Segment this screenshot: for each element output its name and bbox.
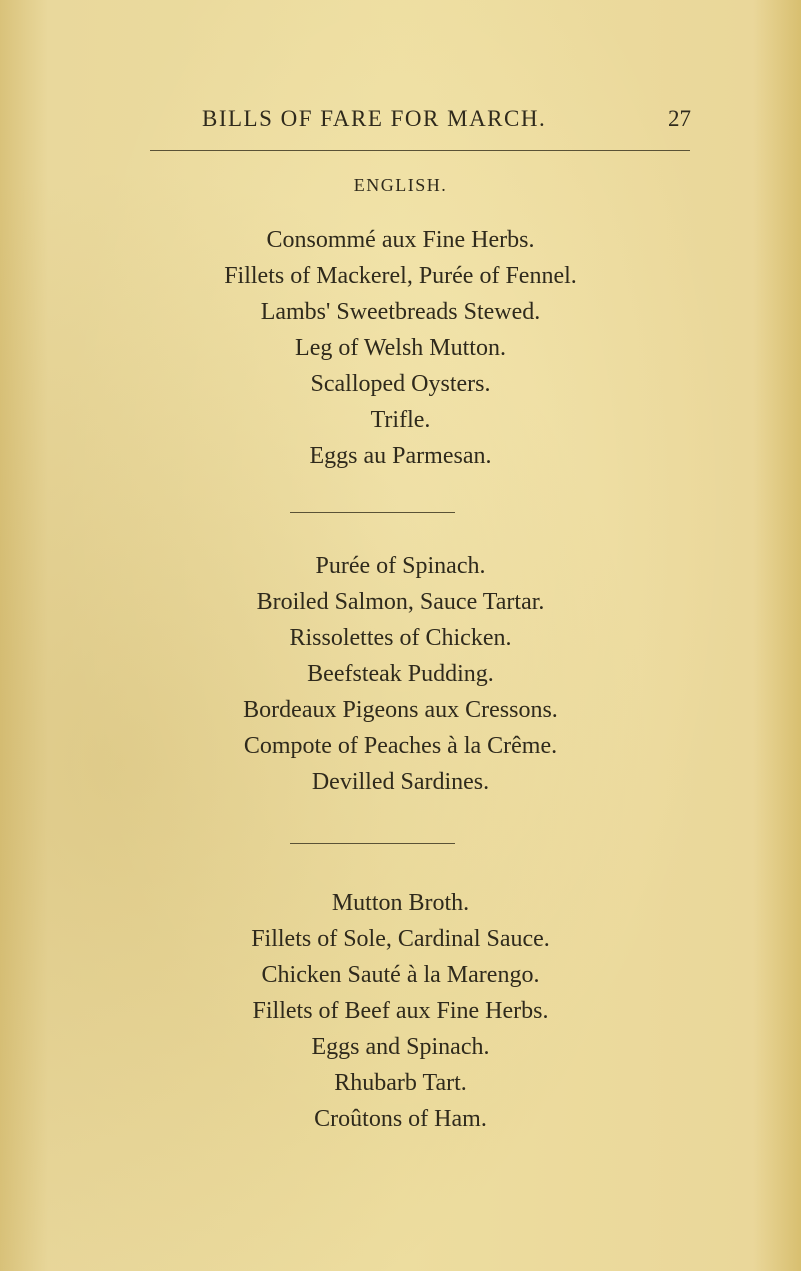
page-number: 27 (668, 106, 691, 131)
dish-item: Eggs and Spinach. (311, 1034, 490, 1060)
dish-item: Rhubarb Tart. (334, 1070, 467, 1096)
dish-item: Beefsteak Pudding. (307, 661, 494, 687)
header-rule (150, 150, 690, 151)
section-heading: ENGLISH. (353, 175, 448, 195)
dish-item: Bordeaux Pigeons aux Cressons. (243, 697, 558, 723)
dish-item: Lambs' Sweetbreads Stewed. (260, 299, 541, 325)
dish-item: Fillets of Beef aux Fine Herbs. (252, 998, 549, 1024)
bill-of-fare-2 (0, 548, 801, 800)
dish-item: Rissolettes of Chicken. (289, 625, 512, 651)
dish-item: Eggs au Parmesan. (309, 443, 492, 469)
dish-item: Leg of Welsh Mutton. (295, 335, 506, 361)
dish-item: Consommé aux Fine Herbs. (266, 227, 535, 253)
bill-of-fare-1 (0, 222, 801, 474)
running-title: BILLS OF FARE FOR MARCH. (202, 106, 547, 131)
dish-item: Fillets of Mackerel, Purée of Fennel. (224, 263, 577, 289)
menu-divider (290, 512, 455, 513)
dish-item: Croûtons of Ham. (314, 1106, 487, 1132)
dish-item: Scalloped Oysters. (310, 371, 491, 397)
dish-item: Devilled Sardines. (311, 769, 490, 795)
menu-divider (290, 843, 455, 844)
dish-item: Chicken Sauté à la Marengo. (261, 962, 540, 988)
dish-item: Compote of Peaches à la Crême. (243, 733, 558, 759)
dish-item: Purée of Spinach. (315, 553, 486, 579)
running-head (0, 104, 801, 140)
dish-item: Trifle. (370, 407, 431, 433)
dish-item: Broiled Salmon, Sauce Tartar. (256, 589, 545, 615)
dish-item: Fillets of Sole, Cardinal Sauce. (251, 926, 550, 952)
bill-of-fare-3 (0, 885, 801, 1137)
dish-item: Mutton Broth. (331, 890, 470, 916)
